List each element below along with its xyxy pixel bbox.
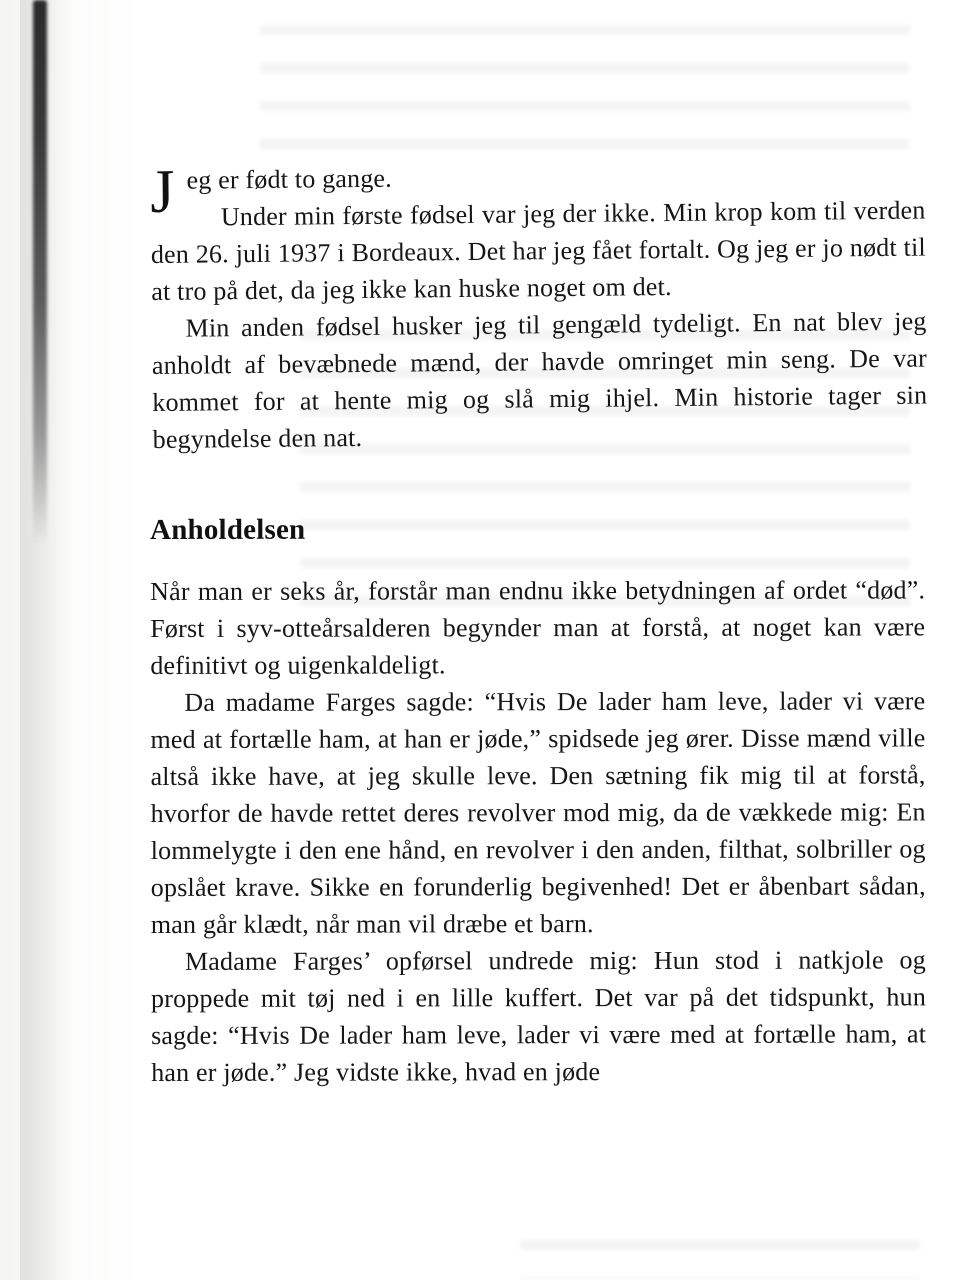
paragraph: Min anden fødsel husker jeg til gengæld tydeligt. En nat blev jeg anholdt af bevæbnede mænd, der havde omringet min seng. De var kommet for at hente mig og slå mig ihjel. Min historie tager sin begyndelse den nat.: [151, 306, 928, 454]
section-anholdelsen: [150, 510, 926, 1091]
text-block: [149, 157, 928, 1091]
intro-paragraphs: [150, 155, 928, 458]
binding-shadow: [33, 0, 47, 545]
drop-cap: J: [149, 157, 175, 226]
binding-shadow-soft: [20, 0, 80, 1280]
ink-bleed-through: [520, 1240, 920, 1280]
section-heading: Anholdelsen: [150, 513, 306, 546]
opening-sentence: eg er født to gange.: [186, 163, 393, 195]
paragraph: Madame Farges’ opførsel undrede mig: Hun stod i natkjole og proppede mit tøj ned i en lille kuffert. Det var på det tidspunkt, hun sagde: “Hvis De lader ham leve, lader vi være med at fortælle ham, at han er jøde.” Jeg vidste ikke, hvad en jøde: [150, 945, 927, 1087]
paragraph: Under min første fødsel var jeg der ikke. Min krop kom til verden den 26. juli 1937 i Bordeaux. Det har jeg fået fortalt. Og jeg er jo nødt til at tro på det, da jeg ikke kan huske noget om det.: [150, 195, 926, 306]
paragraph: Da madame Farges sagde: “Hvis De lader ham leve, lader vi være med at fortælle ham, at han er jøde,” spidsede jeg ører. Disse mænd ville altså ikke have, at jeg skulle leve. Den sætning fik mig til at forstå, hvorfor de havde rettet deres revolver mod mig, da de vækkede mig: En lommelygte i den ene hånd, en revolver i den anden, filthat, solbriller og opslået krave. Sikke en forunderlig begivenhed! Det er åbenbart sådan, man går klædt, når man vil dræbe et barn.: [150, 686, 926, 939]
ink-bleed-through: [260, 25, 910, 155]
paragraph: Når man er seks år, forstår man endnu ikke betydningen af ordet “død”. Først i syv-otteårsalderen begynder man at forstå, at noget kan være definitivt og uigenkaldeligt.: [150, 575, 926, 680]
